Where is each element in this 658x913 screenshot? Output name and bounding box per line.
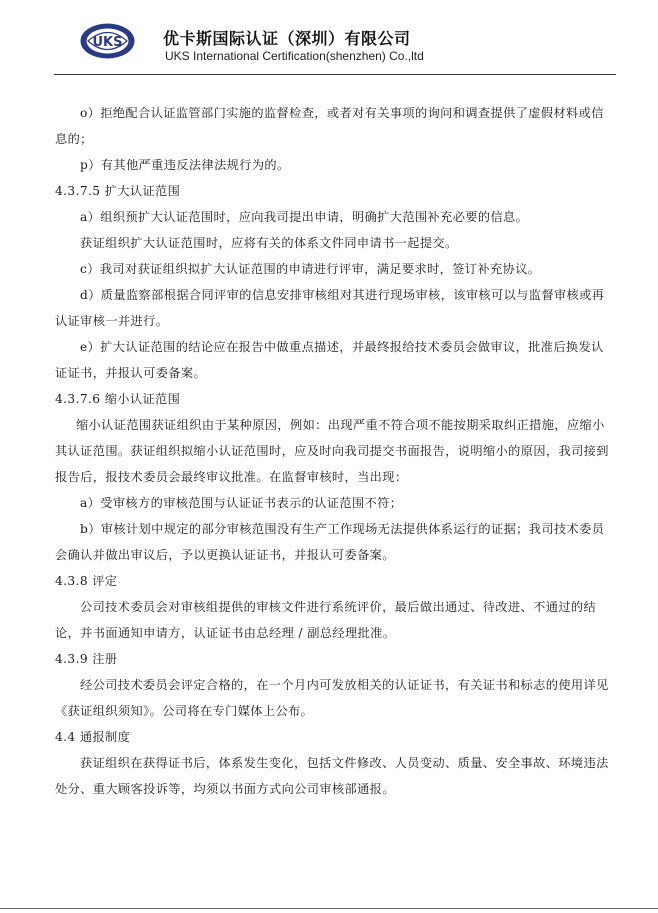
paragraph-reduce-a: a）受审核方的审核范围与认证证书表示的认证范围不符； [80, 496, 403, 510]
paragraph-reduce-b: b）审核计划中规定的部分审核范围没有生产工作现场无法提供体系运行的证据；我司技术委员会确认并做出审议后，予以更换认证证书，并报认可委备案。 [55, 522, 605, 562]
paragraph-item-d: d）质量监察部根据合同评审的信息安排审核组对其进行现场审核，该审核可以与监督审核或再认证审核一并进行。 [55, 288, 605, 328]
paragraph-notification: 获证组织在获得证书后，体系发生变化，包括文件修改、人员变动、质量、安全事故、环境违法处分、重大顾客投诉等，均须以书面方式向公司审核部通报。 [55, 756, 609, 796]
section-heading-4-3-9: 4.3.9 注册 [55, 652, 118, 666]
document-body [55, 100, 613, 802]
page-bottom-edge [0, 908, 658, 909]
section-heading-4-3-7-5: 4.3.7.5 扩大认证范围 [55, 184, 181, 198]
paragraph-evaluation: 公司技术委员会对审核组提供的审核文件进行系统评价，最后做出通过、待改进、不通过的结论，并书面通知申请方，认证证书由总经理 / 副总经理批准。 [55, 600, 597, 640]
paragraph-reduce-scope: 缩小认证范围获证组织由于某种原因，例如：出现严重不符合项不能按期采取纠正措施，应缩小其认证范围。获证组织拟缩小认证范围时，应及时向我司提交书面报告，说明缩小的原因，我司接到报告后，报技术委员会最终审议批准。在监督审核时，当出现： [55, 418, 609, 484]
company-name-en: UKS International Certification(shenzhen) Co.,ltd [165, 49, 424, 63]
section-heading-4-3-7-6: 4.3.7.6 缩小认证范围 [55, 392, 181, 406]
paragraph-item-c: c）我司对获证组织拟扩大认证范围的申请进行评审，满足要求时，签订补充协议。 [80, 262, 541, 276]
paragraph-item-a: a）组织预扩大认证范围时，应向我司提出申请，明确扩大范围补充必要的信息。 [80, 210, 529, 224]
section-heading-4-3-8: 4.3.8 评定 [55, 574, 118, 588]
logo-text: UKS [92, 35, 123, 50]
paragraph-registration: 经公司技术委员会评定合格的，在一个月内可发放相关的认证证书，有关证书和标志的使用详见《获证组织须知》。公司将在专门媒体上公布。 [55, 678, 609, 718]
paragraph-item-b: 获证组织扩大认证范围时，应将有关的体系文件同申请书一起提交。 [80, 236, 458, 250]
company-logo-icon [79, 22, 136, 60]
paragraph-item-p: p）有其他严重违反法律法规行为的。 [80, 158, 290, 172]
section-heading-4-4: 4.4 通报制度 [55, 730, 131, 744]
paragraph-item-o: o）拒绝配合认证监管部门实施的监督检查，或者对有关事项的询问和调查提供了虚假材料或信息的； [55, 106, 604, 146]
paragraph-item-e: e）扩大认证范围的结论应在报告中做重点描述，并最终报给技术委员会做审议，批准后换发认证证书，并报认可委备案。 [55, 340, 604, 380]
company-name-cn: 优卡斯国际认证（深圳）有限公司 [163, 29, 411, 48]
header-divider [54, 74, 616, 75]
page-header [0, 0, 658, 80]
